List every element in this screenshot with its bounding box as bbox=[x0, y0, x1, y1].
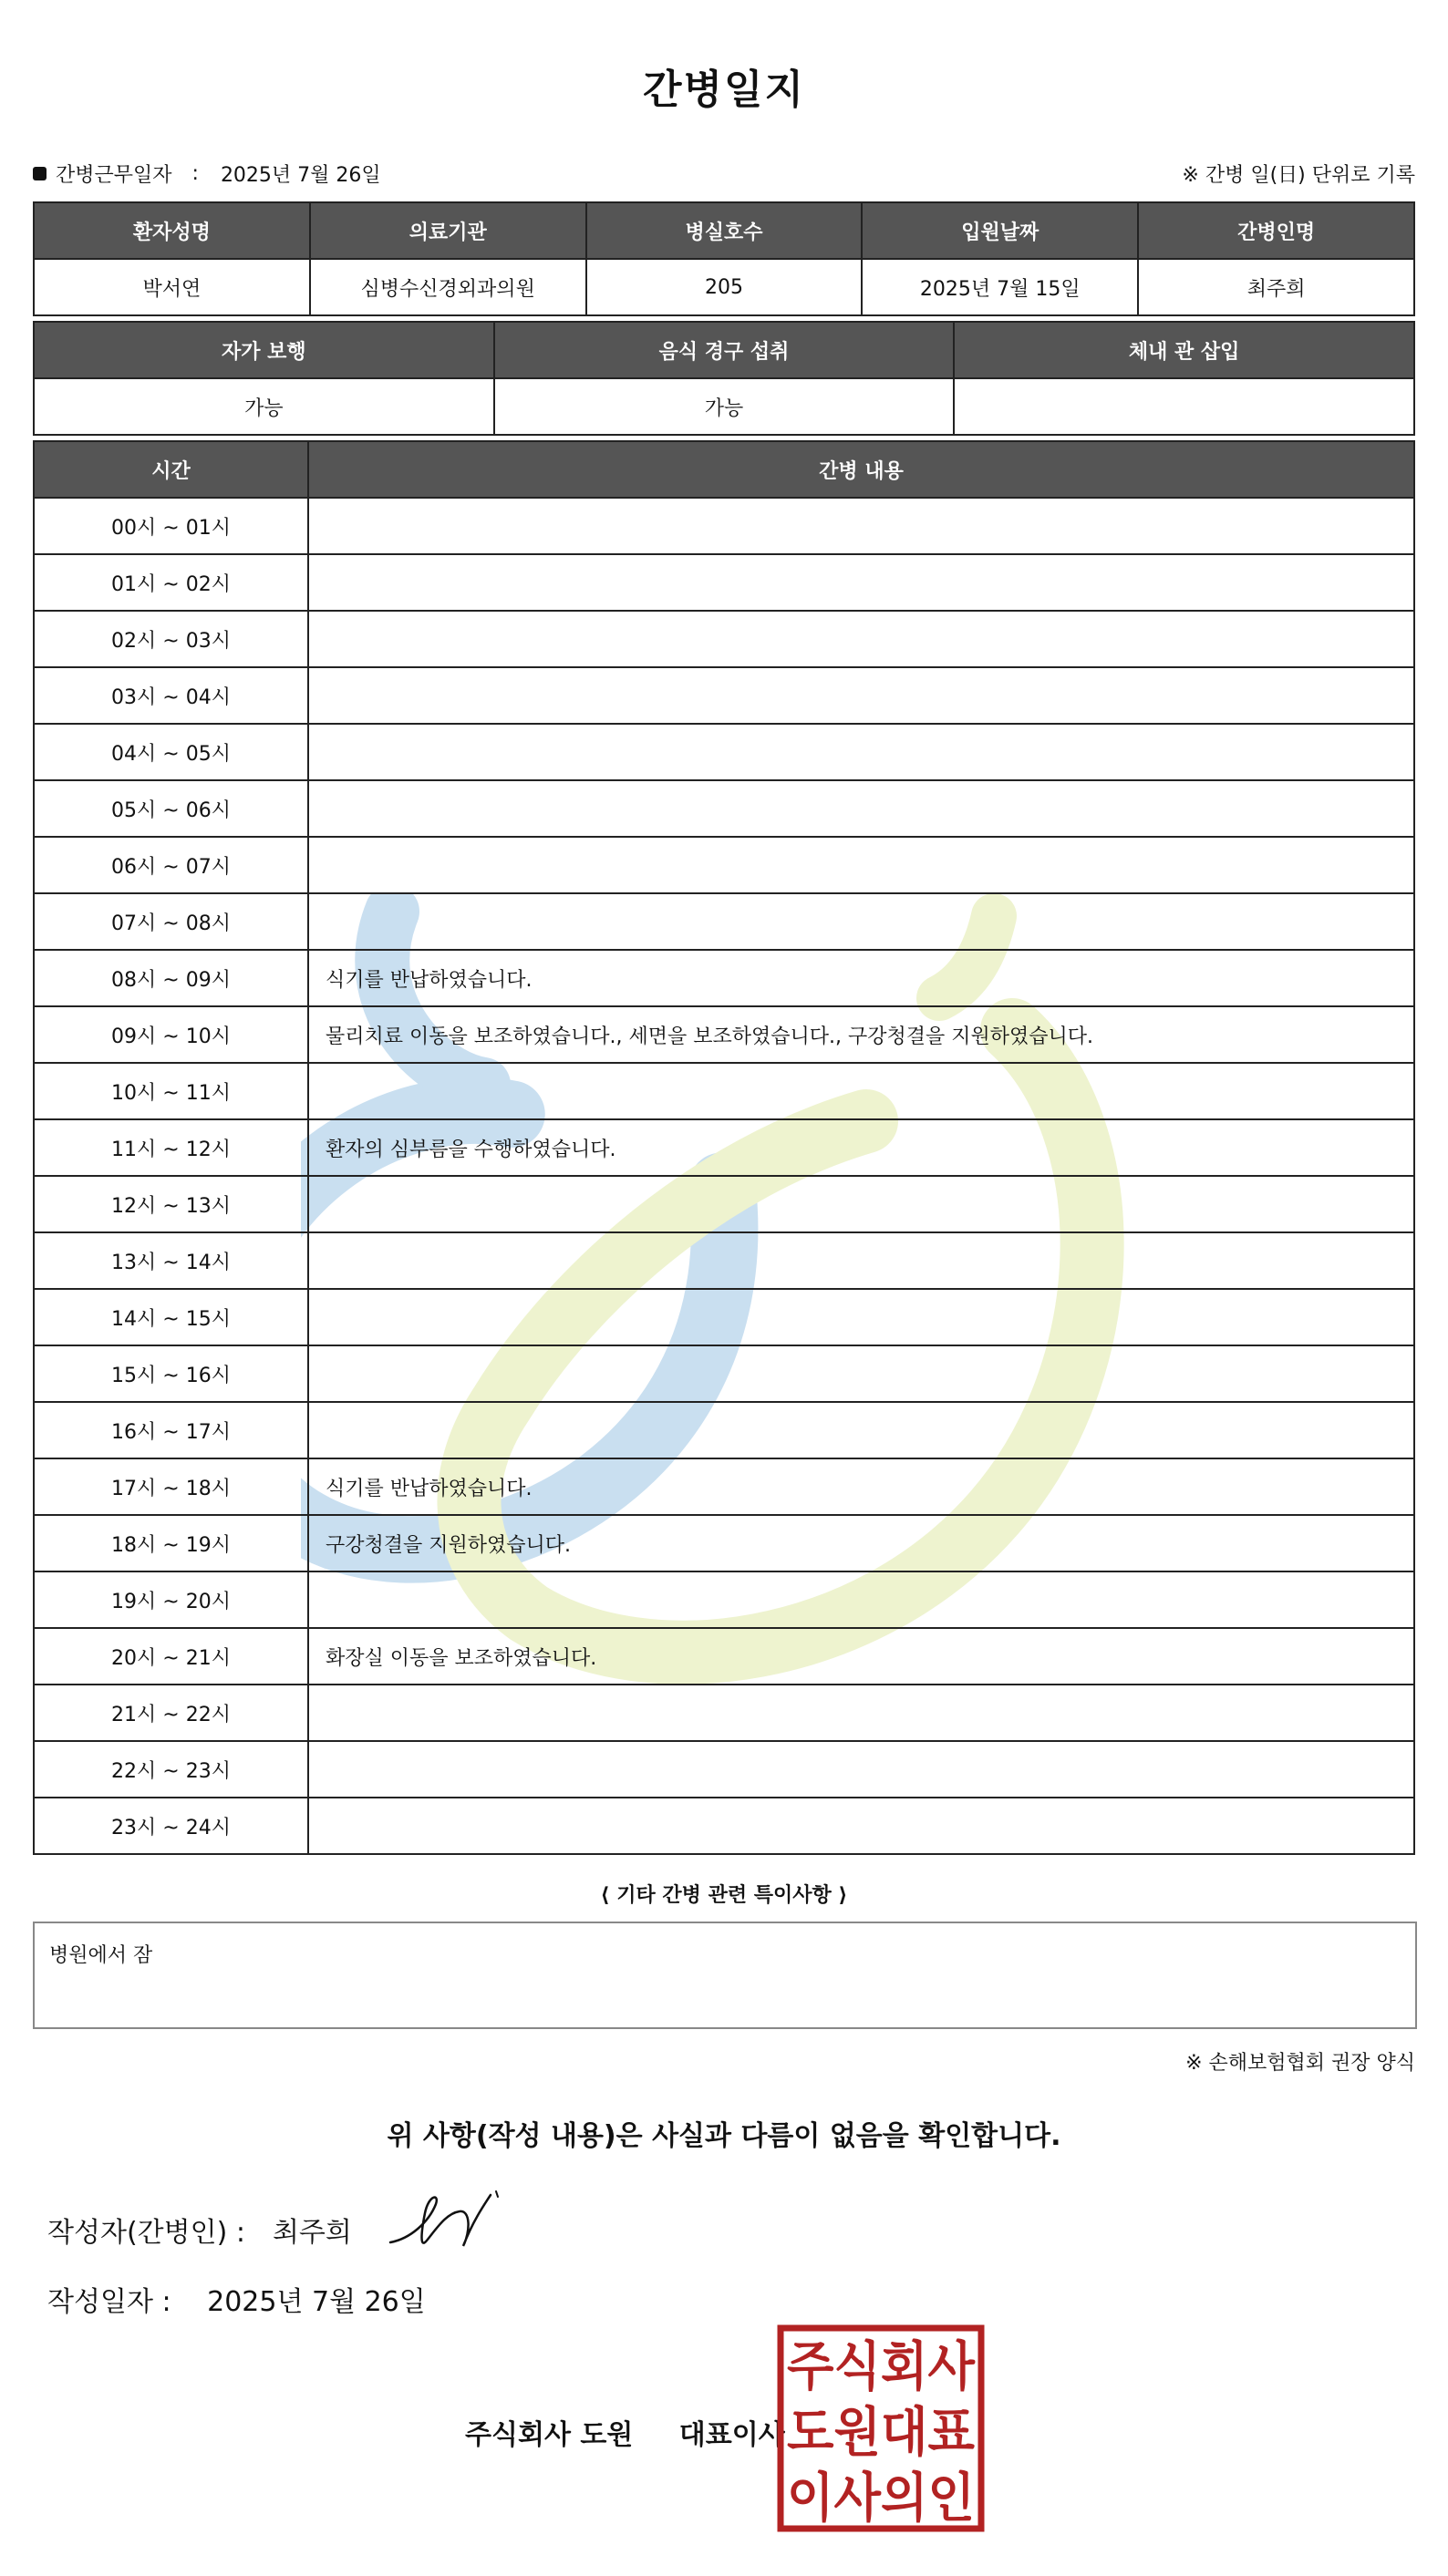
log-content-cell bbox=[308, 1685, 1414, 1741]
log-body bbox=[34, 498, 1414, 1854]
work-date-colon: : bbox=[191, 161, 199, 185]
remarks-text: 병원에서 잠 bbox=[49, 1944, 153, 1967]
log-content-cell bbox=[308, 611, 1414, 667]
log-time-cell: 18시 ~ 19시 bbox=[34, 1515, 308, 1571]
patient-info-table bbox=[33, 201, 1415, 316]
log-content-cell bbox=[308, 724, 1414, 780]
caregiver-name: 최주희 bbox=[1138, 259, 1414, 315]
written-date-value: 2025년 7월 26일 bbox=[207, 2286, 426, 2318]
table-row bbox=[34, 1402, 1414, 1458]
author-row bbox=[47, 2210, 352, 2250]
log-time-cell: 23시 ~ 24시 bbox=[34, 1798, 308, 1854]
header-oral-intake: 음식 경구 섭취 bbox=[494, 322, 955, 378]
admission-date: 2025년 7월 15일 bbox=[862, 259, 1138, 315]
log-time-cell: 12시 ~ 13시 bbox=[34, 1176, 308, 1232]
log-content-cell bbox=[308, 1571, 1414, 1628]
log-time-cell: 16시 ~ 17시 bbox=[34, 1402, 308, 1458]
log-content-cell bbox=[308, 667, 1414, 724]
work-date-value: 2025년 7월 26일 bbox=[220, 163, 381, 187]
log-time-cell: 19시 ~ 20시 bbox=[34, 1571, 308, 1628]
log-content-cell: 식기를 반납하였습니다. bbox=[308, 950, 1414, 1006]
log-content-cell: 식기를 반납하였습니다. bbox=[308, 1458, 1414, 1515]
table-row bbox=[34, 837, 1414, 893]
log-time-cell: 00시 ~ 01시 bbox=[34, 498, 308, 554]
table-row bbox=[34, 1798, 1414, 1854]
table-row bbox=[34, 1458, 1414, 1515]
tube-value bbox=[954, 378, 1414, 435]
work-date bbox=[33, 160, 381, 188]
table-row bbox=[34, 950, 1414, 1006]
patient-name: 박서연 bbox=[34, 259, 310, 315]
header-room: 병실호수 bbox=[586, 202, 863, 259]
care-log-table bbox=[33, 440, 1415, 1855]
table-row bbox=[34, 780, 1414, 837]
record-unit-note: ※ 간병 일(日) 단위로 기록 bbox=[1182, 163, 1415, 187]
log-time-cell: 04시 ~ 05시 bbox=[34, 724, 308, 780]
table-row bbox=[34, 1628, 1414, 1685]
log-content-cell bbox=[308, 554, 1414, 611]
log-content-cell bbox=[308, 780, 1414, 837]
log-content-cell: 환자의 심부름을 수행하였습니다. bbox=[308, 1119, 1414, 1176]
patient-status-table bbox=[33, 321, 1415, 436]
log-content-cell bbox=[308, 893, 1414, 950]
log-time-cell: 20시 ~ 21시 bbox=[34, 1628, 308, 1685]
seal-line-2: 도원대표 bbox=[787, 2401, 975, 2463]
signature bbox=[383, 2186, 506, 2259]
log-content-cell bbox=[308, 1063, 1414, 1119]
log-time-cell: 06시 ~ 07시 bbox=[34, 837, 308, 893]
table-row bbox=[34, 498, 1414, 554]
status-header-row bbox=[34, 322, 1414, 378]
patient-header-row bbox=[34, 202, 1414, 259]
confirmation-statement: 위 사항(작성 내용)은 사실과 다름이 없음을 확인합니다. bbox=[387, 2120, 1061, 2152]
table-row bbox=[34, 1063, 1414, 1119]
log-time-cell: 01시 ~ 02시 bbox=[34, 554, 308, 611]
header-patient-name: 환자성명 bbox=[34, 202, 310, 259]
log-time-cell: 09시 ~ 10시 bbox=[34, 1006, 308, 1063]
header-caregiver: 간병인명 bbox=[1138, 202, 1414, 259]
table-row bbox=[34, 1176, 1414, 1232]
log-time-cell: 03시 ~ 04시 bbox=[34, 667, 308, 724]
log-content-cell: 화장실 이동을 보조하였습니다. bbox=[308, 1628, 1414, 1685]
form-note: ※ 손해보험협회 권장 양식 bbox=[1185, 2052, 1415, 2075]
table-row bbox=[34, 893, 1414, 950]
log-time-cell: 10시 ~ 11시 bbox=[34, 1063, 308, 1119]
written-date-row bbox=[47, 2279, 426, 2319]
table-row bbox=[34, 1006, 1414, 1063]
page-title: 간병일지 bbox=[642, 67, 805, 113]
written-date-label: 작성일자 : bbox=[47, 2286, 171, 2318]
remarks-heading: ⟨ 기타 간병 관련 특이사항 ⟩ bbox=[600, 1884, 848, 1907]
oral-intake-value: 가능 bbox=[494, 378, 955, 435]
log-time-cell: 21시 ~ 22시 bbox=[34, 1685, 308, 1741]
company-seal bbox=[777, 2324, 985, 2532]
header-walking: 자가 보행 bbox=[34, 322, 494, 378]
log-time-cell: 02시 ~ 03시 bbox=[34, 611, 308, 667]
table-row bbox=[34, 1289, 1414, 1345]
log-time-cell: 05시 ~ 06시 bbox=[34, 780, 308, 837]
table-row bbox=[34, 1515, 1414, 1571]
company-row bbox=[465, 2412, 785, 2452]
bullet-square-icon bbox=[33, 167, 47, 180]
table-row bbox=[34, 1571, 1414, 1628]
log-content-cell bbox=[308, 1345, 1414, 1402]
log-time-cell: 08시 ~ 09시 bbox=[34, 950, 308, 1006]
seal-line-3: 이사의인 bbox=[787, 2467, 975, 2529]
log-content-cell bbox=[308, 498, 1414, 554]
hospital-name: 심병수신경외과의원 bbox=[310, 259, 586, 315]
meta-row bbox=[33, 157, 1415, 190]
table-row bbox=[34, 1345, 1414, 1402]
log-content-cell bbox=[308, 837, 1414, 893]
header-care-content: 간병 내용 bbox=[308, 441, 1414, 498]
walking-value: 가능 bbox=[34, 378, 494, 435]
table-row bbox=[34, 611, 1414, 667]
header-admission-date: 입원날짜 bbox=[862, 202, 1138, 259]
table-row bbox=[34, 1741, 1414, 1798]
log-content-cell bbox=[308, 1402, 1414, 1458]
author-name: 최주희 bbox=[272, 2217, 352, 2249]
header-time: 시간 bbox=[34, 441, 308, 498]
log-time-cell: 14시 ~ 15시 bbox=[34, 1289, 308, 1345]
log-time-cell: 15시 ~ 16시 bbox=[34, 1345, 308, 1402]
table-row bbox=[34, 1119, 1414, 1176]
log-content-cell: 구강청결을 지원하였습니다. bbox=[308, 1515, 1414, 1571]
company-name: 주식회사 도원 bbox=[465, 2419, 634, 2451]
log-time-cell: 13시 ~ 14시 bbox=[34, 1232, 308, 1289]
remarks-box bbox=[33, 1922, 1417, 2029]
seal-line-1: 주식회사 bbox=[787, 2335, 976, 2397]
log-content-cell bbox=[308, 1741, 1414, 1798]
log-header-row bbox=[34, 441, 1414, 498]
log-time-cell: 17시 ~ 18시 bbox=[34, 1458, 308, 1515]
header-tube: 체내 관 삽입 bbox=[954, 322, 1414, 378]
table-row bbox=[34, 724, 1414, 780]
log-content-cell: 물리치료 이동을 보조하였습니다., 세면을 보조하였습니다., 구강청결을 지원하였습니다. bbox=[308, 1006, 1414, 1063]
table-row bbox=[34, 667, 1414, 724]
log-time-cell: 22시 ~ 23시 bbox=[34, 1741, 308, 1798]
author-label: 작성자(간병인) : bbox=[47, 2217, 245, 2249]
patient-value-row bbox=[34, 259, 1414, 315]
log-time-cell: 07시 ~ 08시 bbox=[34, 893, 308, 950]
log-content-cell bbox=[308, 1289, 1414, 1345]
ceo-title: 대표이사 bbox=[678, 2419, 785, 2451]
log-content-cell bbox=[308, 1798, 1414, 1854]
status-value-row bbox=[34, 378, 1414, 435]
log-content-cell bbox=[308, 1176, 1414, 1232]
log-content-cell bbox=[308, 1232, 1414, 1289]
table-row bbox=[34, 1685, 1414, 1741]
table-row bbox=[34, 1232, 1414, 1289]
work-date-label: 간병근무일자 bbox=[56, 163, 172, 187]
room-number: 205 bbox=[586, 259, 863, 315]
log-time-cell: 11시 ~ 12시 bbox=[34, 1119, 308, 1176]
header-hospital: 의료기관 bbox=[310, 202, 586, 259]
table-row bbox=[34, 554, 1414, 611]
